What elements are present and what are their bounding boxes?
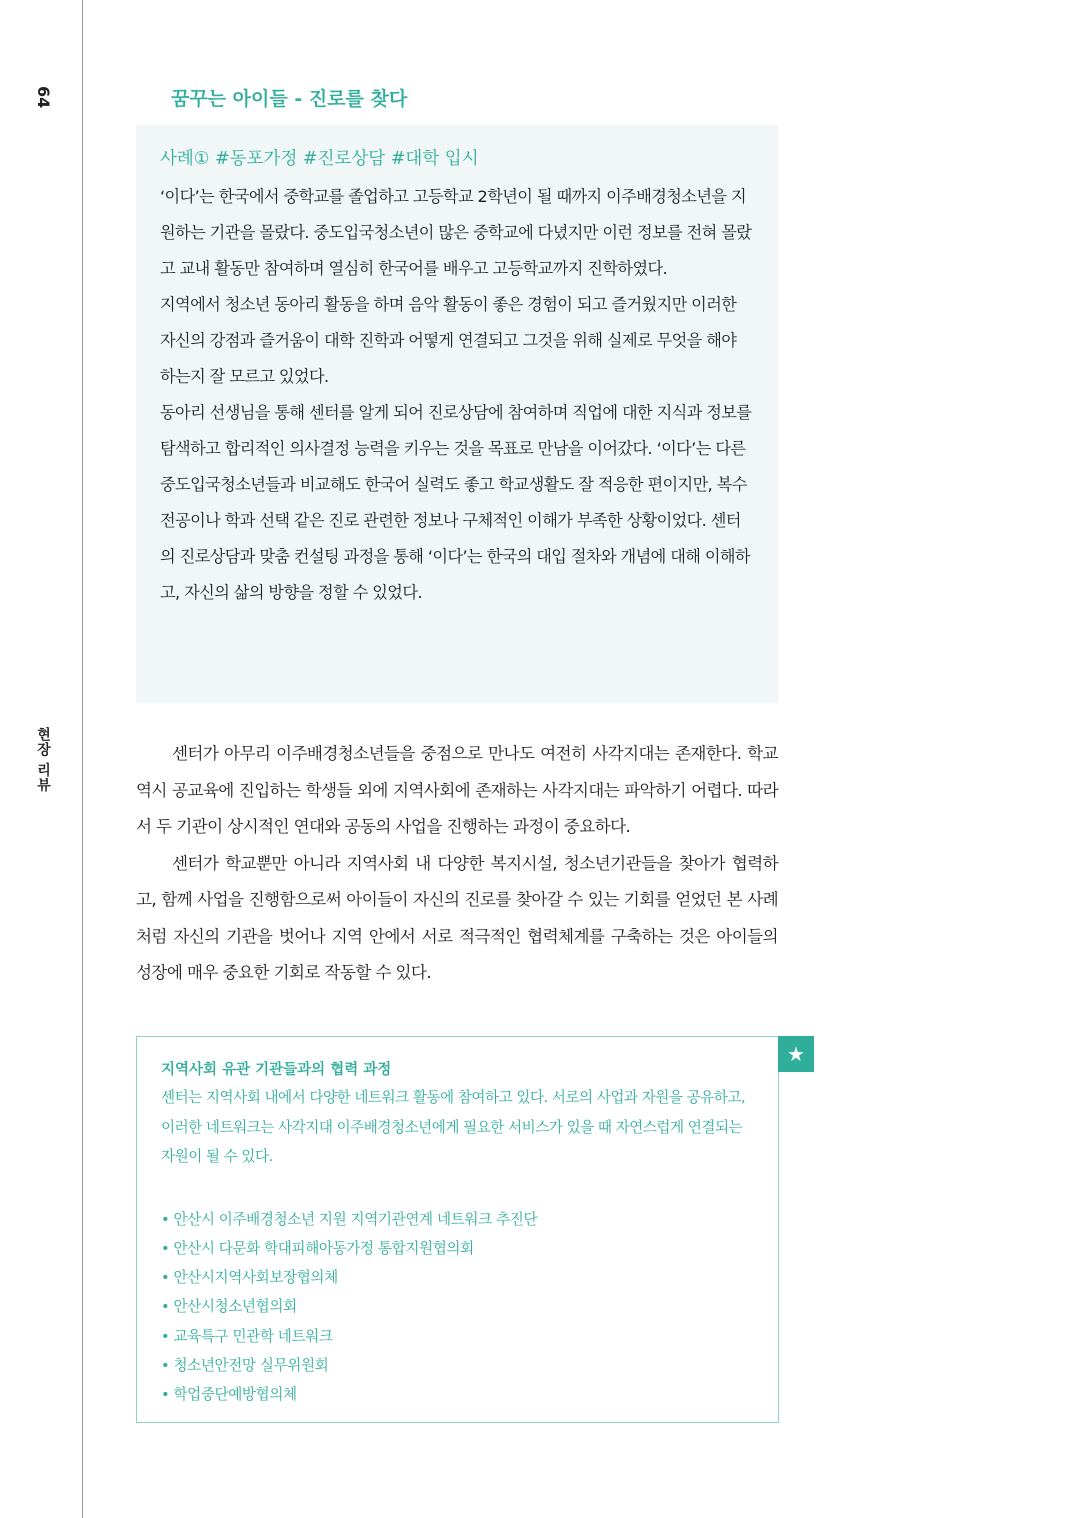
network-box	[136, 1036, 779, 1423]
network-list	[161, 1205, 754, 1410]
network-list-item: • 학업중단예방협의체	[161, 1386, 297, 1404]
page-number: 64	[34, 86, 53, 109]
section-label: 현장 리뷰	[35, 727, 51, 793]
network-title: 지역사회 유관 기관들과의 협력 과정	[161, 1062, 392, 1078]
network-list-item: • 안산시청소년협의회	[161, 1298, 297, 1316]
star-icon	[778, 1036, 814, 1072]
section-title: 꿈꾸는 아이들 - 진로를 찾다	[171, 88, 408, 110]
body-text	[136, 736, 778, 992]
network-list-item: • 교육특구 민관학 네트워크	[161, 1327, 333, 1345]
body-paragraph: 센터가 학교뿐만 아니라 지역사회 내 다양한 복지시설, 청소년기관들을 찾아가 협력하고, 함께 사업을 진행함으로써 아이들이 자신의 진로를 찾아갈 수 있는 기회를 얻었던 본 사례처럼 자신의 기관을 벗어나 지역 안에서 서로 적극적인 협력체계를 구축하는 것은 아이들의 성장에 매우 중요한 기회로 작동할 수 있다.	[136, 853, 778, 982]
case-study-box	[136, 125, 778, 703]
case-paragraph: 동아리 선생님을 통해 센터를 알게 되어 진로상담에 참여하며 직업에 대한 지식과 정보를 탐색하고 합리적인 의사결정 능력을 키우는 것을 목표로 만남을 이어갔다. ‘이다’는 다른 중도입국청소년들과 비교해도 한국어 실력도 좋고 학교생활도 잘 적응한 편이지만, 복수 전공이나 학과 선택 같은 진로 관련한 정보나 구체적인 이해가 부족한 상황이었다. 센터의 진로상담과 맞춤 컨설팅 과정을 통해 ‘이다’는 한국의 대입 절차와 개념에 대해 이해하고, 자신의 삶의 방향을 정할 수 있었다.	[160, 403, 752, 602]
network-list-item: • 안산시 이주배경청소년 지원 지역기관연계 네트워크 추진단	[161, 1210, 538, 1228]
body-paragraph: 센터가 아무리 이주배경청소년들을 중점으로 만나도 여전히 사각지대는 존재한다. 학교 역시 공교육에 진입하는 학생들 외에 지역사회에 존재하는 사각지대는 파악하기 어렵다. 따라서 두 기관이 상시적인 연대와 공동의 사업을 진행하는 과정이 중요하다.	[136, 744, 778, 836]
case-heading: 사례① #동포가정 #진로상담 #대학 입시	[160, 149, 479, 169]
left-margin-rule	[82, 0, 83, 1518]
star-glyph: ★	[787, 1042, 805, 1066]
network-list-item: • 청소년안전망 실무위원회	[161, 1356, 329, 1374]
network-list-item: • 안산시지역사회보장협의체	[161, 1269, 338, 1287]
case-paragraph: ‘이다’는 한국에서 중학교를 졸업하고 고등학교 2학년이 될 때까지 이주배경청소년을 지원하는 기관을 몰랐다. 중도입국청소년이 많은 중학교에 다녔지만 이런 정보를 전혀 몰랐고 교내 활동만 참여하며 열심히 한국어를 배우고 고등학교까지 진학하였다.	[160, 187, 752, 278]
case-paragraph: 지역에서 청소년 동아리 활동을 하며 음악 활동이 좋은 경험이 되고 즐거웠지만 이러한 자신의 강점과 즐거움이 대학 진학과 어떻게 연결되고 그것을 위해 실제로 무엇을 해야 하는지 잘 모르고 있었다.	[160, 295, 737, 386]
network-description: 센터는 지역사회 내에서 다양한 네트워크 활동에 참여하고 있다. 서로의 사업과 자원을 공유하고, 이러한 네트워크는 사각지대 이주배경청소년에게 필요한 서비스가 있을 때 자연스럽게 연결되는 자원이 될 수 있다.	[161, 1089, 746, 1165]
network-list-item: • 안산시 다문화 학대피해아동가정 통합지원협의회	[161, 1239, 474, 1257]
